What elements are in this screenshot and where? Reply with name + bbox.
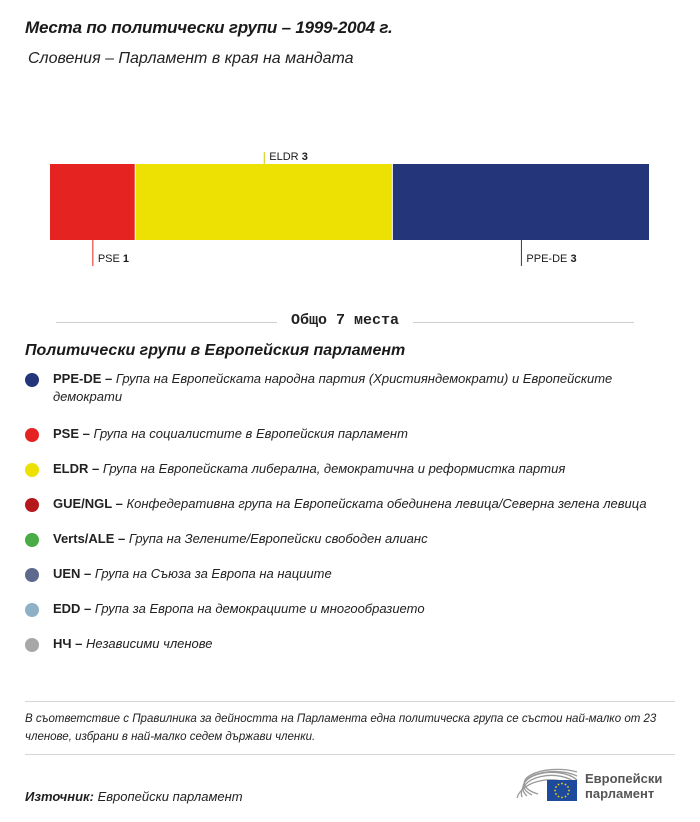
legend-item [25, 530, 665, 548]
legend-description: Група на Европейската народна партия (Християндемократи) и Европейските демократи [53, 371, 613, 404]
legend-description: Група на Съюза за Европа на нациите [94, 566, 332, 581]
legend-item [25, 565, 665, 583]
legend-text [25, 565, 665, 583]
legend-swatch [25, 463, 39, 477]
legend-abbr: PSE – [53, 426, 90, 441]
legend-swatch [25, 498, 39, 512]
legend-description: Независими членове [86, 636, 213, 651]
legend-title: Политически групи в Европейския парламент [25, 342, 406, 359]
segment-label [269, 151, 308, 163]
legend-item [25, 600, 665, 618]
legend-swatch [25, 428, 39, 442]
legend-abbr: EDD – [53, 601, 92, 616]
source-line [25, 789, 243, 804]
segment-label-value: 3 [570, 253, 577, 265]
legend-swatch [25, 603, 39, 617]
ep-logo-text [585, 771, 662, 801]
seat-bar-segment [50, 164, 135, 240]
segment-label-name: ELDR [269, 151, 302, 163]
legend-text [25, 370, 665, 406]
legend-description: Група на социалистите в Европейския парламент [93, 426, 408, 441]
segment-label-name: PSE [97, 253, 123, 265]
legend-item [25, 370, 665, 406]
legend-description: Група на Европейската либерална, демократична и реформистка партия [102, 461, 566, 476]
footnote: В съответствие с Правилника за дейността на Парламента една политическа група се състои най-малко от 23 членове, избрани в най-малко седем държави членки. [25, 713, 657, 743]
source-label: Източник: [25, 789, 94, 804]
legend-description: Група за Европа на демокрациите и многообразието [94, 601, 425, 616]
segment-label [526, 253, 576, 265]
seat-bar-segment [136, 164, 392, 240]
legend-description: Конфедеративна група на Европейската обединена левица/Северна зелена левица [126, 496, 647, 511]
legend-swatch [25, 533, 39, 547]
legend-abbr: PPE-DE – [53, 371, 113, 386]
legend-text [25, 600, 665, 618]
legend-text [25, 425, 665, 443]
chart-subtitle: Словения – Парламент в края на мандата [28, 50, 354, 67]
total-seats-label: Общо 7 места [277, 312, 413, 329]
legend-swatch [25, 568, 39, 582]
legend-item [25, 495, 665, 513]
legend-abbr: ELDR – [53, 461, 100, 476]
ep-logo-line2: парламент [585, 786, 655, 801]
legend-text [25, 530, 665, 548]
legend-item [25, 425, 665, 443]
legend-text [25, 635, 665, 653]
legend-text [25, 460, 665, 478]
total-seats [56, 312, 634, 334]
legend-abbr: UEN – [53, 566, 92, 581]
legend-abbr: Verts/ALE – [53, 531, 126, 546]
seat-bar-segment [393, 164, 649, 240]
legend-swatch [25, 373, 39, 387]
segment-label-name: PPE-DE [526, 253, 571, 265]
legend-item [25, 460, 665, 478]
legend-description: Група на Зелените/Европейски свободен алианс [128, 531, 428, 546]
legend-text [25, 495, 665, 513]
segment-label-value: 1 [122, 253, 130, 265]
stacked-seat-bar [0, 140, 700, 280]
segment-label [98, 253, 129, 265]
legend-abbr: НЧ – [53, 636, 83, 651]
note-divider-bottom [25, 754, 675, 755]
legend-swatch [25, 638, 39, 652]
legend-item [25, 635, 665, 653]
note-divider-top [25, 701, 675, 702]
ep-logo-line1: Европейски [585, 771, 663, 786]
source-value: Европейски парламент [97, 789, 243, 804]
segment-label-value: 3 [301, 151, 308, 163]
legend-abbr: GUE/NGL – [53, 496, 123, 511]
chart-title: Места по политически групи – 1999-2004 г. [25, 18, 393, 37]
